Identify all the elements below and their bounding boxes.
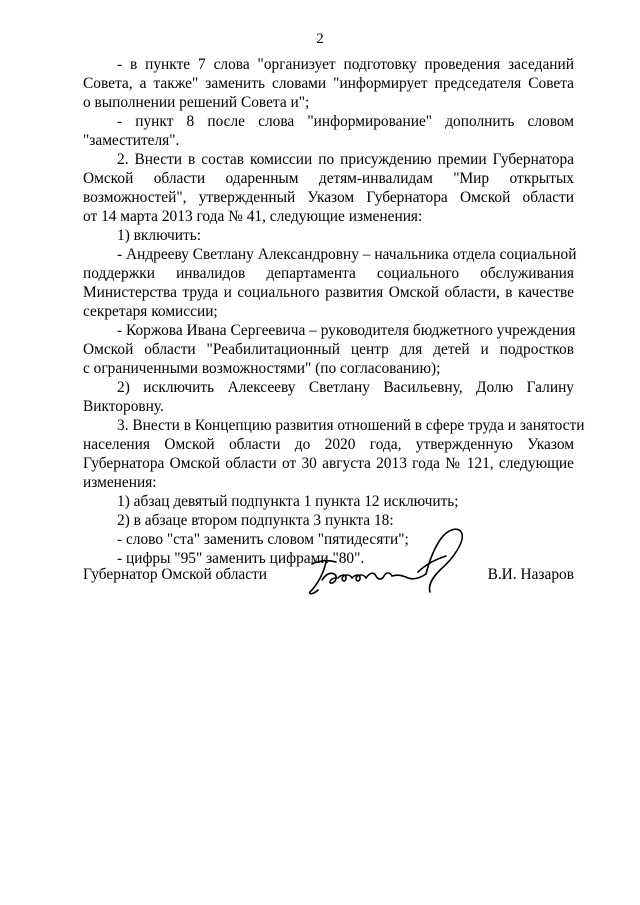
text-line: Омской области одаренным детям-инвалидам "Мир открытых	[83, 170, 574, 187]
text-line: 1) включить:	[117, 227, 202, 244]
text-line: поддержки инвалидов департамента социального обслуживания	[83, 265, 574, 282]
text-line: возможностей", утвержденный Указом Губернатора Омской области	[83, 189, 574, 206]
text-line: - в пункте 7 слова "организует подготовку проведения заседаний	[117, 56, 574, 73]
text-line: 2. Внести в состав комиссии по присуждению премии Губернатора	[117, 151, 574, 168]
text-line: - пункт 8 после слова "информирование" дополнить словом	[117, 113, 574, 130]
text-line: Совета, а также" заменить словами "информирует председателя Совета	[83, 75, 574, 92]
page-number: 2	[316, 31, 324, 47]
text-line: Омской области "Реабилитационный центр для детей и подростков	[83, 341, 574, 358]
handwritten-signature	[300, 520, 470, 600]
text-line: - слово "ста" заменить словом "пятидесяти";	[117, 531, 409, 548]
text-line: 3. Внести в Концепцию развития отношений в сфере труда и занятости	[117, 417, 585, 434]
text-line: о выполнении решений Совета и";	[83, 94, 310, 111]
text-line: 2) в абзаце втором подпункта 3 пункта 18:	[117, 512, 394, 529]
text-line: Губернатора Омской области от 30 августа 2013 года № 121, следующие	[83, 455, 574, 472]
text-line: секретаря комиссии;	[83, 303, 218, 320]
text-line: населения Омской области до 2020 года, утвержденную Указом	[83, 436, 574, 453]
text-line: от 14 марта 2013 года № 41, следующие изменения:	[83, 208, 423, 225]
text-line: Викторовну.	[83, 398, 164, 415]
text-line: - цифры "95" заменить цифрами "80".	[117, 550, 365, 567]
text-line: Министерства труда и социального развития Омской области, в качестве	[83, 284, 574, 301]
text-line: изменения:	[83, 474, 157, 491]
text-line: "заместителя".	[83, 132, 180, 149]
text-line: 2) исключить Алексееву Светлану Васильевну, Долю Галину	[117, 379, 574, 396]
text-line: - Коржова Ивана Сергеевича – руководителя бюджетного учреждения	[117, 322, 576, 339]
text-line: 1) абзац девятый подпункта 1 пункта 12 исключить;	[117, 493, 459, 510]
text-line: - Андрееву Светлану Александровну – начальника отдела социальной	[117, 246, 577, 263]
signatory-name: В.И. Назаров	[487, 566, 574, 583]
signatory-title: Губернатор Омской области	[83, 566, 267, 583]
text-line: с ограниченными возможностями" (по согласованию);	[83, 360, 441, 377]
